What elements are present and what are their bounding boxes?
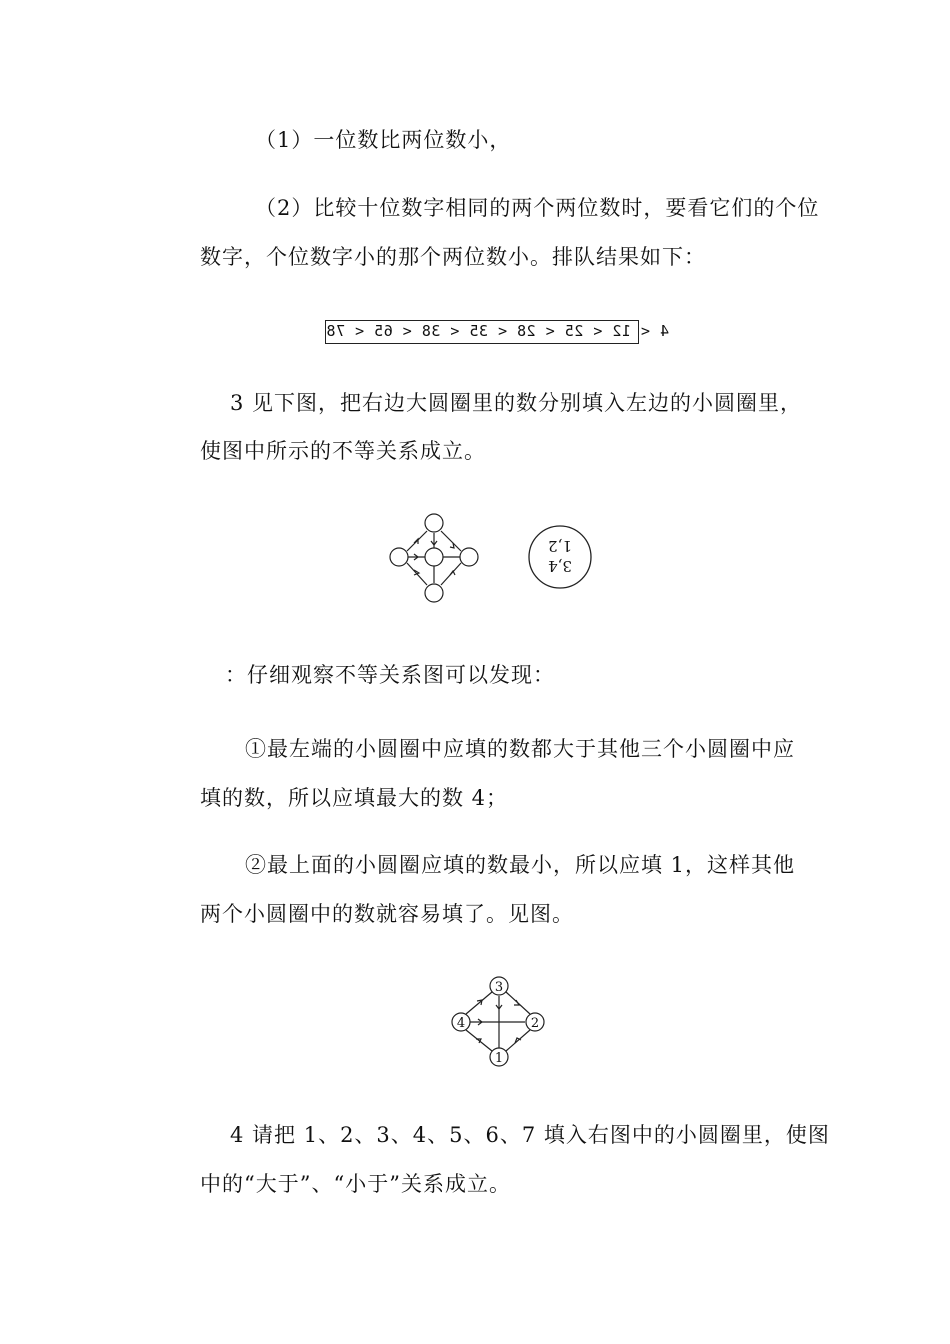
ordering-text: 4 < 12 < 25 < 28 < 35 < 38 < 65 < 78 xyxy=(326,322,670,340)
diagram-edge xyxy=(441,531,461,551)
problem-3-line-1: 3 见下图，把右边大圆圈里的数分别填入左边的小圆圈里， xyxy=(230,391,803,415)
center-small-circle xyxy=(425,548,443,566)
arrow-head xyxy=(414,570,419,575)
diagram-edge xyxy=(506,1030,530,1051)
solution-bottom-value: 1 xyxy=(494,1051,504,1066)
arrow-head xyxy=(476,1039,481,1043)
right-small-circle xyxy=(460,548,478,566)
para-2-line-2: 数字，个位数字小的那个两位数小。排队结果如下： xyxy=(200,245,706,269)
diagram-edge xyxy=(466,992,492,1014)
point-2-line-1: ②最上面的小圆圈应填的数最小，所以应填 1，这样其他 xyxy=(245,853,796,877)
solution-right-value: 2 xyxy=(530,1016,540,1031)
problem-4-line-2: 中的“大于”、“小于”关系成立。 xyxy=(200,1172,511,1196)
top-small-circle xyxy=(425,514,443,532)
para-2-line-1: （2）比较十位数字相同的两个两位数时，要看它们的个位 xyxy=(255,196,820,220)
ordering-box xyxy=(325,320,670,344)
inequality-diagram xyxy=(380,505,490,605)
solution-left-value: 4 xyxy=(456,1016,466,1031)
number-row-bottom: 1,2 xyxy=(548,537,572,555)
diagram-edge xyxy=(466,1030,492,1051)
arrow-head xyxy=(450,543,454,548)
problem-4-line-1: 4 请把 1、2、3、4、5、6、7 填入右图中的小圆圈里，使图 xyxy=(230,1123,830,1147)
solution-top-value: 3 xyxy=(494,980,504,995)
point-2-line-2: 两个小圆圈中的数就容易填了。见图。 xyxy=(200,902,574,926)
point-1-line-1: ①最左端的小圆圈中应填的数都大于其他三个小圆圈中应 xyxy=(245,737,795,761)
problem-3-line-2: 使图中所示的不等关系成立。 xyxy=(200,439,486,463)
diagram-edge xyxy=(407,531,427,551)
bottom-small-circle xyxy=(425,584,443,602)
para-1-line: （1）一位数比两位数小， xyxy=(255,128,512,152)
left-small-circle xyxy=(390,548,408,566)
number-source-circle xyxy=(527,526,593,588)
solution-diagram xyxy=(448,972,550,1068)
point-1-line-2: 填的数，所以应填最大的数 4； xyxy=(200,786,509,810)
number-row-top: 3,4 xyxy=(548,557,572,575)
analysis-line: ：仔细观察不等关系图可以发现： xyxy=(225,663,555,687)
